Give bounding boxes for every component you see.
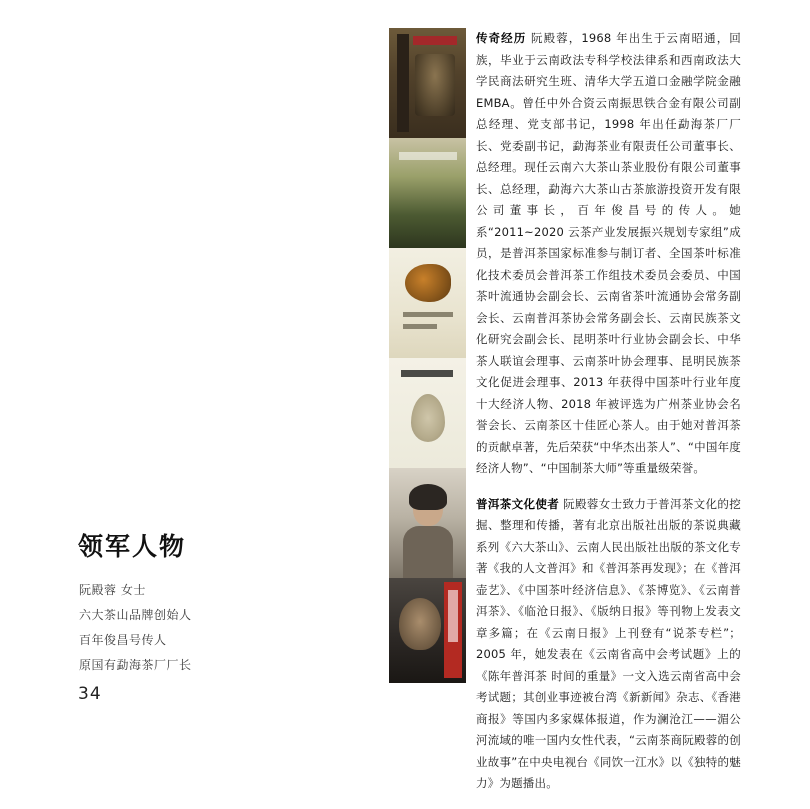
book-cover-my-humanistic-puer-image [389, 358, 466, 468]
body-text-column [476, 28, 741, 809]
cover-title-bar [399, 152, 457, 160]
book-cover-cream-art-image [389, 248, 466, 358]
cover-spine-band [397, 34, 409, 132]
cover-title-line-2 [403, 324, 437, 329]
cover-abstract-art [405, 264, 451, 302]
subtitle-line-heir: 百年俊昌号传人 [79, 633, 167, 647]
left-column [0, 0, 390, 717]
subtitle-line-name: 阮殿蓉 女士 [79, 583, 146, 597]
portrait-face [399, 598, 441, 650]
subtitle-line-founder: 六大茶山品牌创始人 [79, 608, 192, 622]
tea-leaf-icon [411, 394, 445, 442]
cover-figure-art [415, 54, 455, 116]
page-number: 34 [78, 684, 102, 704]
image-strip [389, 28, 466, 683]
portrait-hair [409, 484, 447, 510]
portrait-body [403, 526, 453, 578]
book-cover-puer-tea-green-image [389, 138, 466, 248]
cover-title-line-1 [403, 312, 453, 317]
banner-calligraphy [448, 590, 458, 642]
paragraph-body-legendary-career: 阮殿蓉，1968 年出生于云南昭通，回族，毕业于云南政法专科学校法律系和西南政法大学民商法研究生班、清华大学五道口金融学院金融 EMBA。曾任中外合资云南振思铁合金有限公司副总经理、党支部书记，1998 年出任勐海茶厂厂长、党委副书记，勐海茶业有限责任公司董事长、总经理。现任云南六大茶山茶业股份有限公司董事长、总经理，勐海六大茶山古茶旅游投资开发有限公司董事长，百年俊昌号的传人。她系“2011~2020 云茶产业发展振兴规划专家组”成员，是普洱茶国家标准参与制订者、全国茶叶标准化技术委员会普洱茶工作组技术委员会委员、中国茶叶流通协会副会长、云南省茶叶流通协会常务副会长、云南普洱茶协会常务副会长、云南民族茶文化研究会副会长、昆明茶叶行业协会副会长、中华茶人联谊会理事、云南茶叶协会理事、昆明民族茶文化促进会理事、2013 年获得中国茶叶行业年度十大经济人物、2018 年被评选为广州茶业协会名誉会长、云南茶区十佳匠心茶人。由于她对普洱茶的贡献卓著，先后荣获“中华杰出茶人”、“中国年度经济人物”、“中国制茶大师”等重量级荣誉。 [476, 31, 741, 475]
page-title: 领军人物 [78, 532, 187, 561]
book-cover-liudachashan-image [389, 28, 466, 138]
subtitle-block [79, 578, 329, 678]
portrait-elder-man-image [389, 578, 466, 683]
cover-title-line [401, 370, 453, 377]
paragraph-body-tea-culture-envoy: 阮殿蓉女士致力于普洱茶文化的挖掘、整理和传播，著有北京出版社出版的茶说典藏系列《六大茶山》、云南人民出版社出版的茶文化专著《我的人文普洱》和《普洱茶再发现》；在《普洱壶艺》、《中国茶叶经济信息》、《茶博览》、《云南普洱茶》、《临沧日报》、《版纳日报》等刊物上发表文章多篇；在《云南日报》上刊登有“说茶专栏”；2005 年，她发表在《云南省高中会考试题》上的《陈年普洱茶 时间的重量》一文入选云南省高中会考试题；其创业事迹被台湾《新新闻》杂志、《香港商报》等国内多家媒体报道，作为澜沧江——湄公河流域的唯一国内女性代表，“云南茶商阮殿蓉的创业故事”在中央电视台《同饮一江水》以《独特的魅力》为题播出。 [476, 496, 741, 790]
paragraph-legendary-career [476, 28, 741, 480]
portrait-woman-image [389, 468, 466, 578]
subtitle-line-former-role: 原国有勐海茶厂厂长 [79, 658, 192, 672]
paragraph-lead-tea-culture-envoy: 普洱茶文化使者 [476, 496, 560, 511]
cover-red-tag [413, 36, 457, 45]
paragraph-lead-legendary-career: 传奇经历 [476, 31, 527, 45]
paragraph-tea-culture-envoy [476, 494, 741, 795]
